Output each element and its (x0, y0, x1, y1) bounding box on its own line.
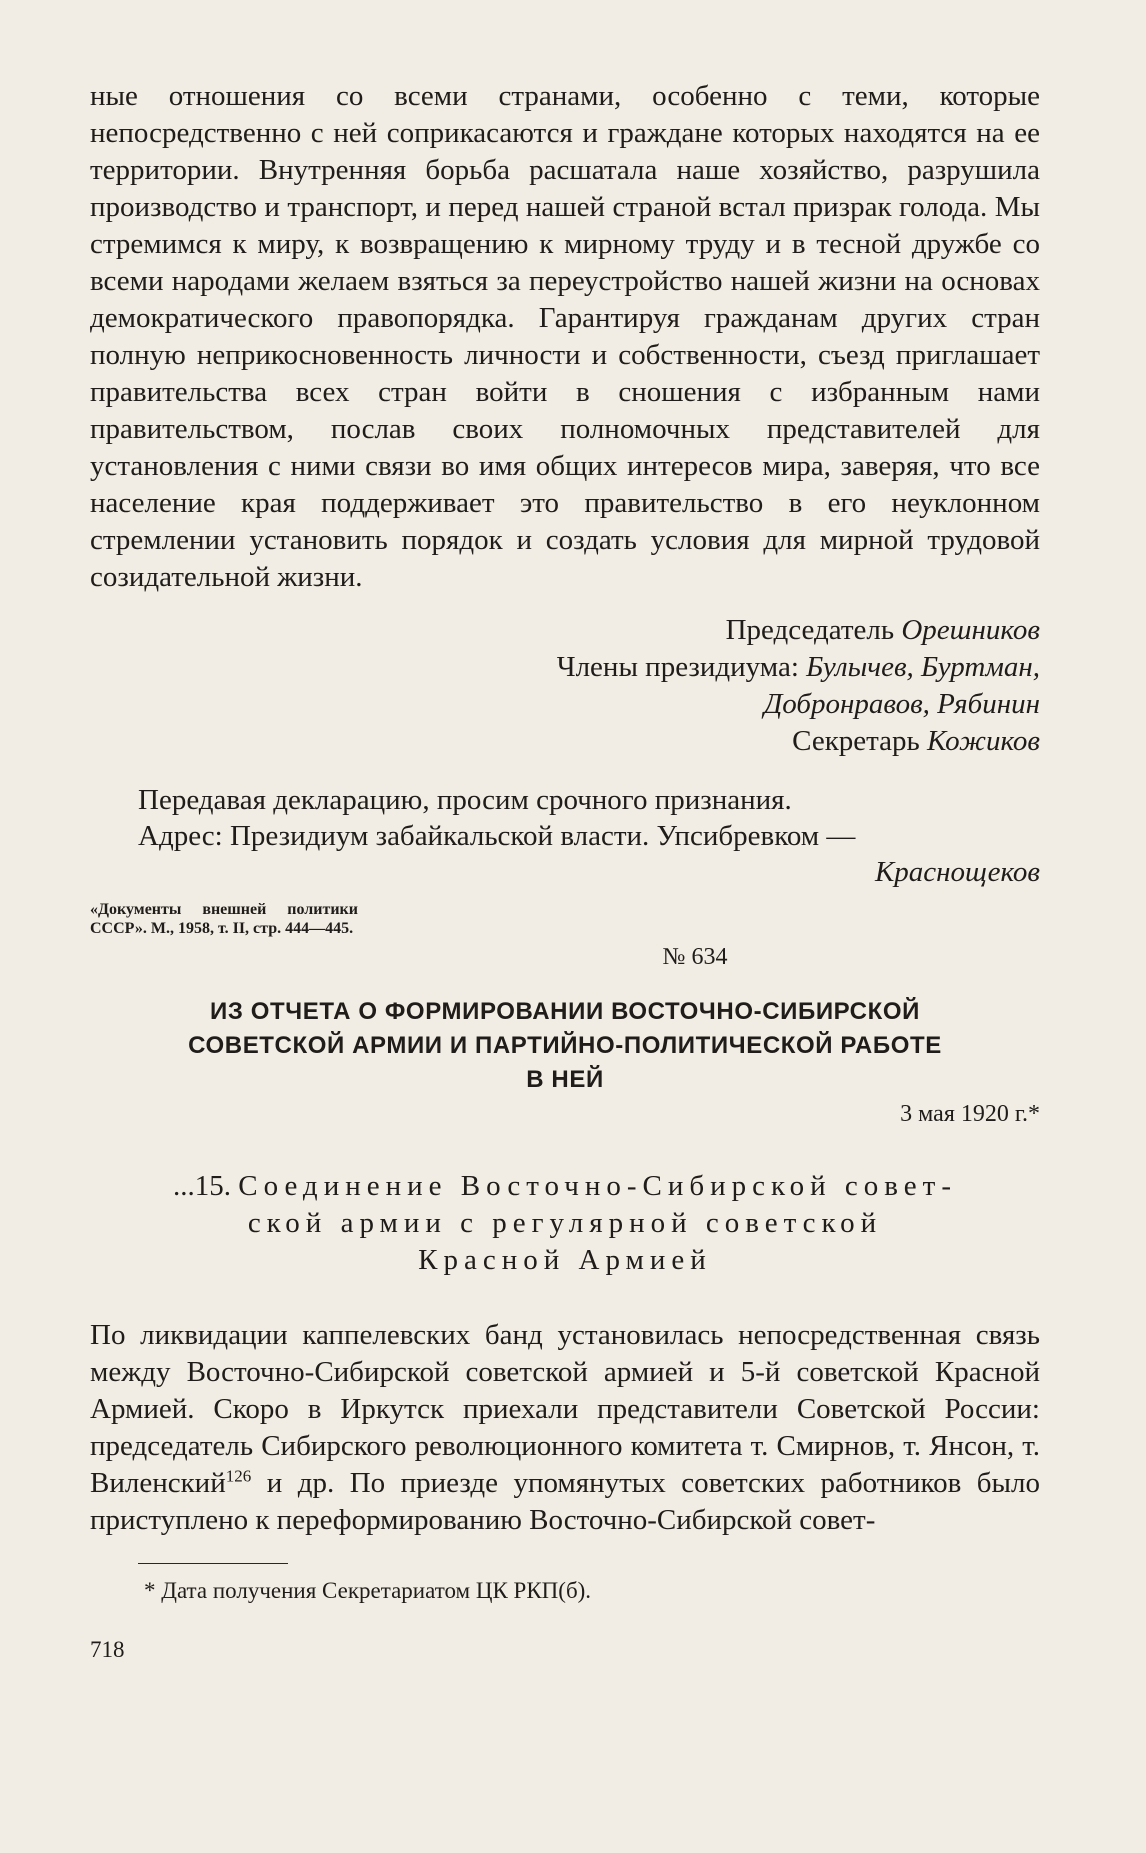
transmission-line-1: Передавая декларацию, просим срочного признания. (138, 784, 792, 816)
section-heading-text-3: Красной Армией (418, 1244, 712, 1276)
transmission-line-2: Адрес: Президиум забайкальской власти. Упсибревком — (138, 820, 856, 852)
report-paragraph (90, 1317, 1040, 1539)
presidium-line (90, 649, 1040, 686)
page-number: 718 (90, 1637, 125, 1662)
title-line-3: В НЕЙ (526, 1066, 604, 1093)
presidium-label: Члены президиума: (556, 651, 799, 683)
reference-mark: 126 (225, 1466, 252, 1486)
transmission-block (90, 782, 1040, 890)
section-heading-line-1 (90, 1168, 1040, 1205)
title-line-1: ИЗ ОТЧЕТА О ФОРМИРОВАНИИ ВОСТОЧНО-СИБИРСКОЙ (210, 998, 920, 1025)
signature-block (90, 612, 1040, 760)
document-page (90, 78, 1040, 1604)
document-number: № 634 (662, 944, 728, 970)
presidium-line-2 (90, 686, 1040, 723)
chairman-label: Председатель (725, 614, 895, 646)
footnote-divider (138, 1563, 288, 1564)
document-date: 3 мая 1920 г.* (900, 1101, 1040, 1127)
presidium-names-1: Булычев, Буртман, (806, 651, 1040, 683)
source-citation: «Документы внешней политики СССР». М., 1958, т. II, стр. 444—445. (90, 901, 358, 937)
section-heading (90, 1168, 1040, 1279)
secretary-name: Кожиков (927, 725, 1040, 757)
declaration-paragraph: ные отношения со всеми странами, особенно с теми, которые непосредственно с ней соприкасаются и граждане которых находятся на ее территории. Внутренняя борьба расшатала наше хозяйство, разрушила производство и транспорт, и перед нашей страной встал призрак голода. Мы стремимся к миру, к возвращению к мирному труду и в тесной дружбе со всеми народами желаем взяться за переустройство нашей жизни на основах демократического правопорядка. Гарантируя гражданам других стран полную неприкосновенность личности и собственности, съезд приглашает правительства всех стран войти в сношения с избранным нами правительством, послав своих полномочных представителей для установления с ними связи во имя общих интересов мира, заверяя, что все население края поддерживает это правительство в его неуклонном стремлении установить порядок и создать условия для мирной трудовой созидательной жизни. (90, 80, 1040, 593)
report-text-1: По ликвидации каппелевских банд установилась непосредственная связь между Восточно-Сибирской советской армией и 5-й советской Красной Армией. Скоро в Иркутск приехали представители Советской России: председатель Сибирского революционного комитета т. Смирнов, т. Янсон, т. Виленский (90, 1319, 1040, 1499)
title-line-2: СОВЕТСКОЙ АРМИИ И ПАРТИЙНО-ПОЛИТИЧЕСКОЙ РАБОТЕ (188, 1032, 942, 1059)
transmission-signer: Краснощеков (874, 856, 1040, 888)
section-heading-text-2: ской армии с регулярной советской (247, 1207, 883, 1239)
section-prefix: ...15. (173, 1170, 231, 1202)
report-text-2: и др. По приезде упомянутых советских работников было приступлено к переформированию Восточно-Сибирской совет- (90, 1467, 1040, 1536)
section-heading-text-1: Соединение Восточно-Сибирской совет- (238, 1170, 957, 1202)
chairman-line (90, 612, 1040, 649)
document-title (90, 995, 1040, 1097)
secretary-line (90, 723, 1040, 760)
footnote: * Дата получения Секретариатом ЦК РКП(б). (144, 1578, 592, 1603)
chairman-name: Орешников (901, 614, 1040, 646)
secretary-label: Секретарь (792, 725, 920, 757)
presidium-names-2: Добронравов, Рябинин (763, 688, 1040, 720)
